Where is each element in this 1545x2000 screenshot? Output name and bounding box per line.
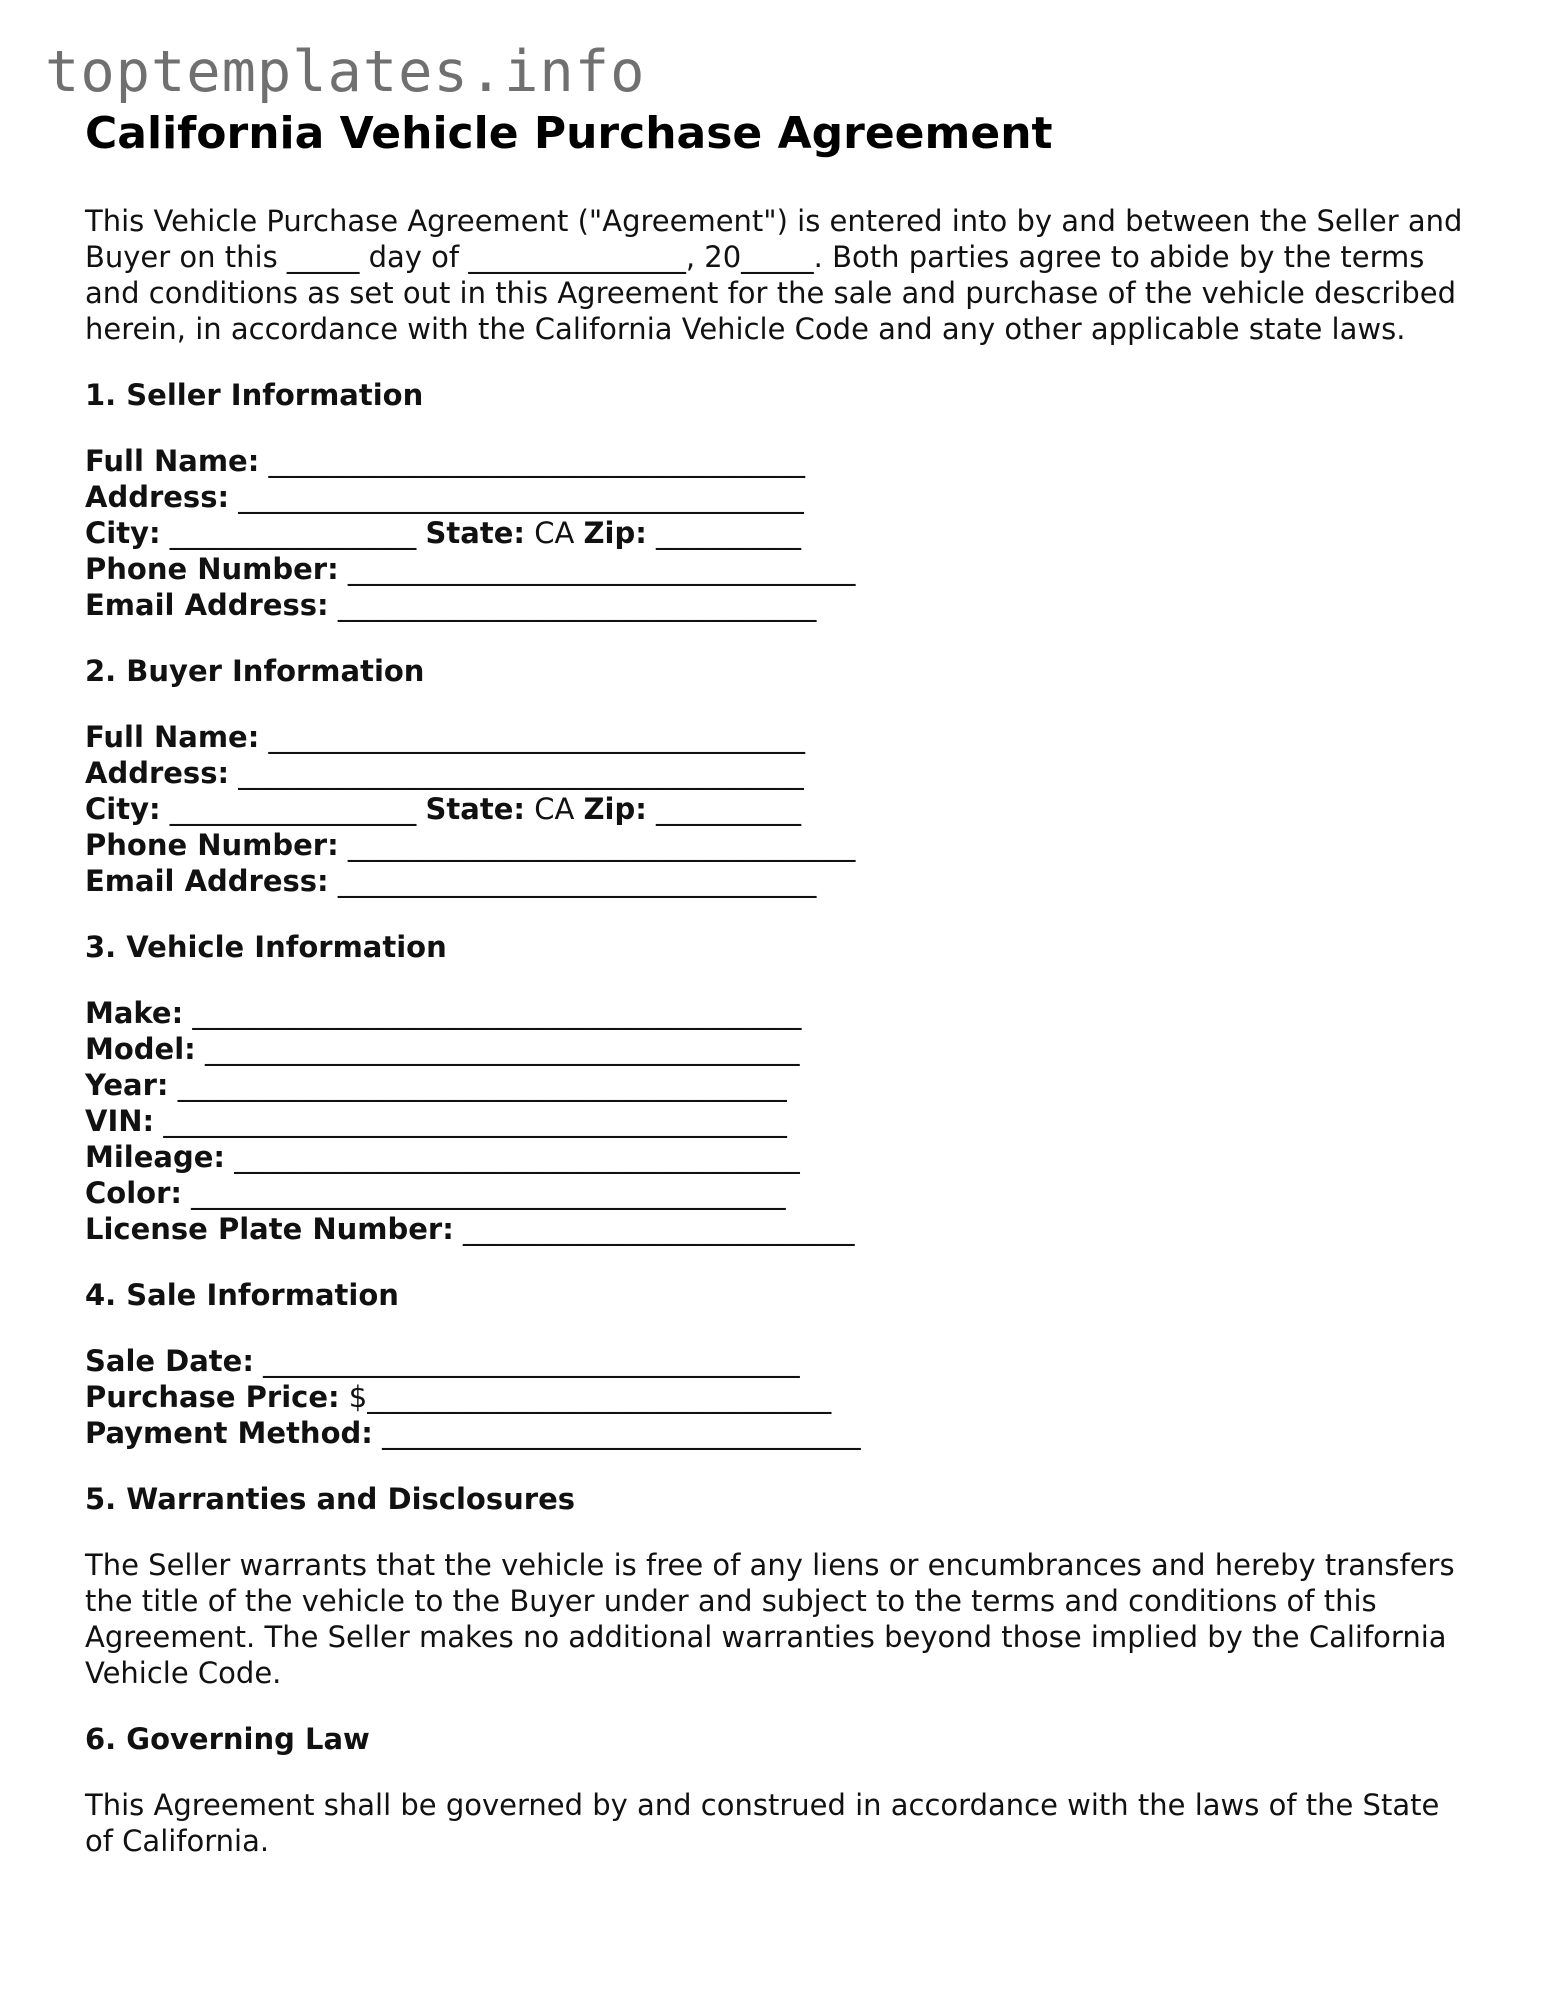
document-title: California Vehicle Purchase Agreement <box>85 108 1053 159</box>
vehicle-year-field[interactable]: Year: __________________________________________ <box>85 1067 787 1102</box>
payment-method-field[interactable]: Payment Method: _________________________________ <box>85 1415 861 1450</box>
warranties-paragraph: The Seller warrants that the vehicle is free of any liens or encumbrances and hereby transfers the title of the vehicle to the Buyer under and subject to the terms and conditions of this Agreement. The Seller makes no additional warranties beyond those implied by the California Vehicle Code. <box>85 1547 1455 1690</box>
document-page <box>85 108 1465 1859</box>
warranties-section-heading: 5. Warranties and Disclosures <box>85 1481 575 1516</box>
seller-email-field[interactable]: Email Address: _________________________________ <box>85 587 817 622</box>
vehicle-model-field[interactable]: Model: _________________________________________ <box>85 1031 800 1066</box>
buyer-fields <box>85 719 1465 899</box>
buyer-full-name-field[interactable]: Full Name: _____________________________________ <box>85 719 806 754</box>
buyer-email-field[interactable]: Email Address: _________________________________ <box>85 863 817 898</box>
seller-city-state-zip-field[interactable]: City: _________________ State: CA Zip: __________ <box>85 515 802 550</box>
watermark: toptemplates.info <box>45 39 646 105</box>
purchase-price-field[interactable]: Purchase Price: $________________________________ <box>85 1379 832 1414</box>
vehicle-license-plate-field[interactable]: License Plate Number: ___________________________ <box>85 1211 855 1246</box>
seller-fields <box>85 443 1465 623</box>
sale-section-heading: 4. Sale Information <box>85 1277 399 1312</box>
seller-full-name-field[interactable]: Full Name: _____________________________________ <box>85 443 806 478</box>
vehicle-color-field[interactable]: Color: _________________________________________ <box>85 1175 786 1210</box>
sale-date-field[interactable]: Sale Date: _____________________________________ <box>85 1343 800 1378</box>
sale-fields <box>85 1343 1465 1451</box>
vehicle-section-heading: 3. Vehicle Information <box>85 929 447 964</box>
buyer-address-field[interactable]: Address: _______________________________________ <box>85 755 804 790</box>
governing-law-paragraph: This Agreement shall be governed by and construed in accordance with the laws of the State of California. <box>85 1787 1440 1858</box>
buyer-phone-field[interactable]: Phone Number: ___________________________________ <box>85 827 856 862</box>
buyer-section-heading: 2. Buyer Information <box>85 653 425 688</box>
vehicle-make-field[interactable]: Make: __________________________________________ <box>85 995 802 1030</box>
seller-address-field[interactable]: Address: _______________________________________ <box>85 479 804 514</box>
governing-law-section-heading: 6. Governing Law <box>85 1721 370 1756</box>
vehicle-fields <box>85 995 1465 1247</box>
seller-phone-field[interactable]: Phone Number: ___________________________________ <box>85 551 856 586</box>
buyer-city-state-zip-field[interactable]: City: _________________ State: CA Zip: __________ <box>85 791 802 826</box>
vehicle-mileage-field[interactable]: Mileage: _______________________________________ <box>85 1139 800 1174</box>
seller-section-heading: 1. Seller Information <box>85 377 424 412</box>
vehicle-vin-field[interactable]: VIN: ___________________________________________ <box>85 1103 787 1138</box>
intro-paragraph: This Vehicle Purchase Agreement ("Agreement") is entered into by and between the Seller and Buyer on this _____ day of _______________, 20_____. Both parties agree to abide by the terms and conditions as set out in this Agreement for the sale and purchase of the vehicle described herein, in accordance with the California Vehicle Code and any other applicable state laws. <box>85 203 1463 346</box>
